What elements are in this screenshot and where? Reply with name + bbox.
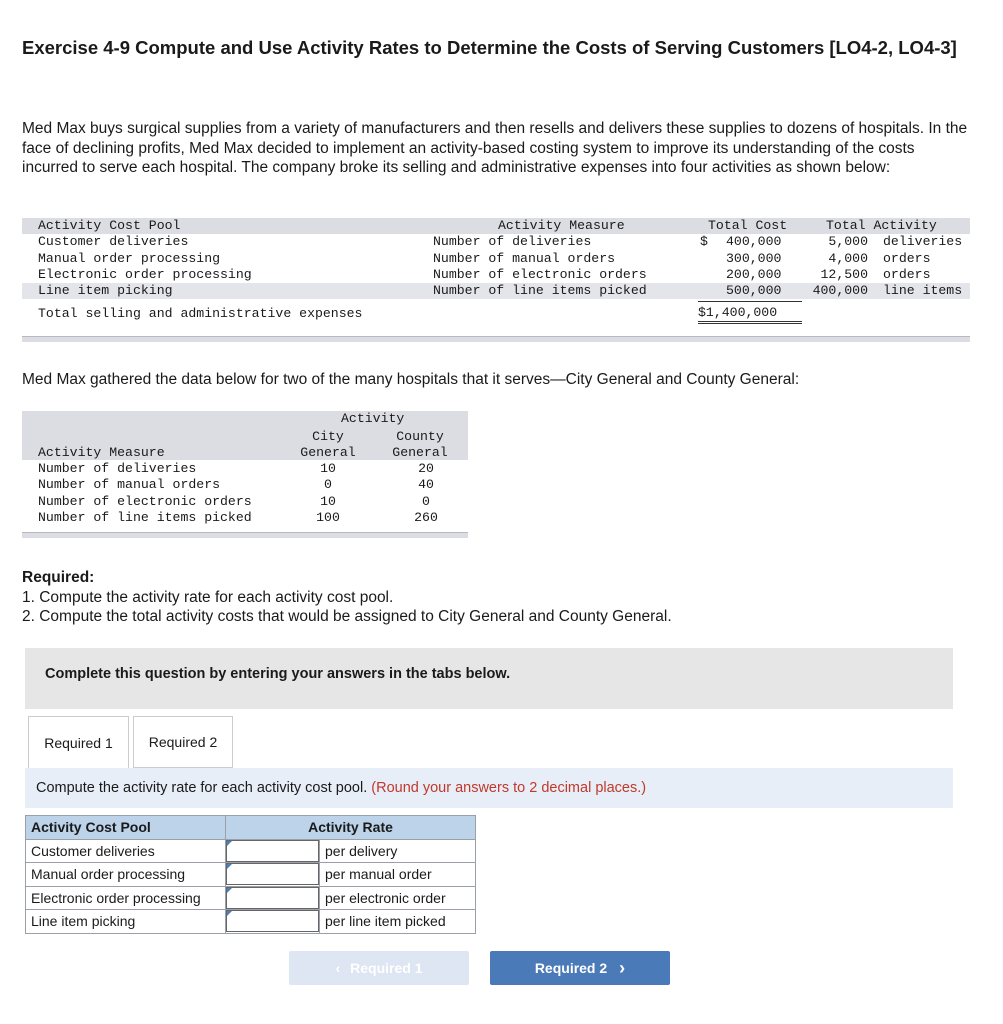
t1-row-qty: 4,000	[828, 251, 868, 266]
chevron-right-icon: ›	[619, 957, 626, 978]
t1-row-measure: Number of deliveries	[433, 234, 592, 249]
t1-row-qty: 12,500	[820, 267, 868, 282]
rate-input-line-items[interactable]	[226, 910, 319, 932]
t1-row-measure: Number of line items picked	[433, 283, 647, 298]
t1-header-pool: Activity Cost Pool	[38, 218, 181, 233]
rate-input-electronic-orders[interactable]	[226, 887, 319, 909]
rate-input-manual-orders[interactable]	[226, 863, 319, 885]
t1-row-measure: Number of manual orders	[433, 251, 616, 266]
t1-row-pool: Line item picking	[38, 283, 173, 298]
t1-row-cost: 200,000	[726, 267, 782, 282]
t2-row-label: Number of manual orders	[38, 477, 221, 492]
t1-header-measure: Activity Measure	[498, 218, 625, 233]
answer-table	[25, 815, 476, 934]
t1-row-pool: Customer deliveries	[38, 234, 189, 249]
t2-row-county: 260	[414, 510, 438, 525]
t2-row-city: 0	[324, 477, 332, 492]
t2-row-county: 40	[418, 477, 434, 492]
t2-col1-line2: General	[300, 445, 356, 460]
t1-header-cost: Total Cost	[708, 218, 788, 233]
t1-row-cost: 400,000	[726, 234, 782, 249]
banner-text: Complete this question by entering your answers in the tabs below.	[45, 666, 511, 682]
prev-required-button[interactable]	[289, 951, 469, 985]
answer-row-pool: Electronic order processing	[26, 886, 226, 910]
t2-group-header: Activity	[341, 411, 405, 426]
answer-row-unit: per delivery	[320, 839, 476, 863]
tab-required-2[interactable]: Required 2	[133, 716, 233, 768]
tab-required-1[interactable]: Required 1	[28, 716, 129, 769]
t1-header-activity: Total Activity	[826, 218, 937, 233]
required-heading: Required:	[22, 569, 95, 586]
table2-bottom-band	[22, 532, 468, 538]
answer-col-rate-header: Activity Rate	[226, 816, 476, 840]
t2-row-city: 100	[316, 510, 340, 525]
chevron-left-icon: ‹	[335, 960, 341, 976]
exercise-title: Exercise 4-9 Compute and Use Activity Rates to Determine the Costs of Serving Customers [LO4-2, LO4-3]	[22, 37, 957, 58]
t2-row-county: 20	[418, 461, 434, 476]
t1-row-unit: line items	[883, 283, 963, 298]
t2-measure-header: Activity Measure	[38, 445, 165, 460]
t2-row-city: 10	[320, 494, 336, 509]
t1-total-value: $1,400,000	[698, 301, 802, 324]
t2-row-county: 0	[422, 494, 430, 509]
answer-row	[26, 863, 476, 887]
t1-row-pool: Electronic order processing	[38, 267, 252, 282]
t2-col2-line1: County	[396, 429, 444, 444]
required-item-2: 2. Compute the total activity costs that would be assigned to City General and County General.	[22, 608, 672, 625]
t1-total-label: Total selling and administrative expenses	[38, 306, 363, 321]
t1-row-qty: 400,000	[812, 283, 868, 298]
rate-input-customer-deliveries[interactable]	[226, 840, 319, 862]
t1-row-qty: 5,000	[828, 234, 868, 249]
t1-row-cost: 300,000	[726, 251, 782, 266]
t1-row-measure: Number of electronic orders	[433, 267, 647, 282]
t2-row-label: Number of deliveries	[38, 461, 197, 476]
t1-row-unit: orders	[883, 251, 931, 266]
gathered-text: Med Max gathered the data below for two of the many hospitals that it serves—City General and County General:	[22, 371, 800, 388]
answer-row	[26, 910, 476, 934]
next-required-button[interactable]	[490, 951, 670, 985]
answer-row-pool: Manual order processing	[26, 863, 226, 887]
t2-row-label: Number of line items picked	[38, 510, 252, 525]
t2-col1-line1: City	[312, 429, 344, 444]
intro-paragraph: Med Max buys surgical supplies from a variety of manufacturers and then resells and delivers these supplies to dozens of hospitals. In the face of declining profits, Med Max decided to implement an activity-based costing system to improve its understanding of the costs incurred to serve each hospital. The company broke its selling and administrative expenses into four activities as shown below:	[22, 120, 968, 176]
answer-row-unit: per electronic order	[320, 886, 476, 910]
instruction-text: Compute the activity rate for each activity cost pool.	[36, 780, 368, 796]
answer-row	[26, 839, 476, 863]
required-item-1: 1. Compute the activity rate for each activity cost pool.	[22, 588, 394, 606]
answer-row-unit: per manual order	[320, 863, 476, 887]
t1-row-unit: orders	[883, 267, 931, 282]
table1-bottom-band	[22, 336, 970, 342]
instruction-bar	[25, 768, 953, 808]
t2-row-city: 10	[320, 461, 336, 476]
answer-row-pool: Line item picking	[26, 910, 226, 934]
prev-button-label: Required 1	[350, 960, 423, 976]
answer-row	[26, 886, 476, 910]
required-section	[22, 568, 672, 627]
next-button-label: Required 2	[534, 960, 608, 976]
t2-col2-line2: General	[392, 445, 448, 460]
answer-row-pool: Customer deliveries	[26, 839, 226, 863]
answer-col-pool-header: Activity Cost Pool	[26, 816, 226, 840]
t1-row-pool: Manual order processing	[38, 251, 221, 266]
t2-row-label: Number of electronic orders	[38, 494, 252, 509]
t1-row-dollar: $	[700, 234, 708, 249]
t1-row-cost: 500,000	[726, 283, 782, 298]
t1-row-unit: deliveries	[883, 234, 963, 249]
answer-row-unit: per line item picked	[320, 910, 476, 934]
rounding-note: (Round your answers to 2 decimal places.)	[371, 780, 647, 796]
